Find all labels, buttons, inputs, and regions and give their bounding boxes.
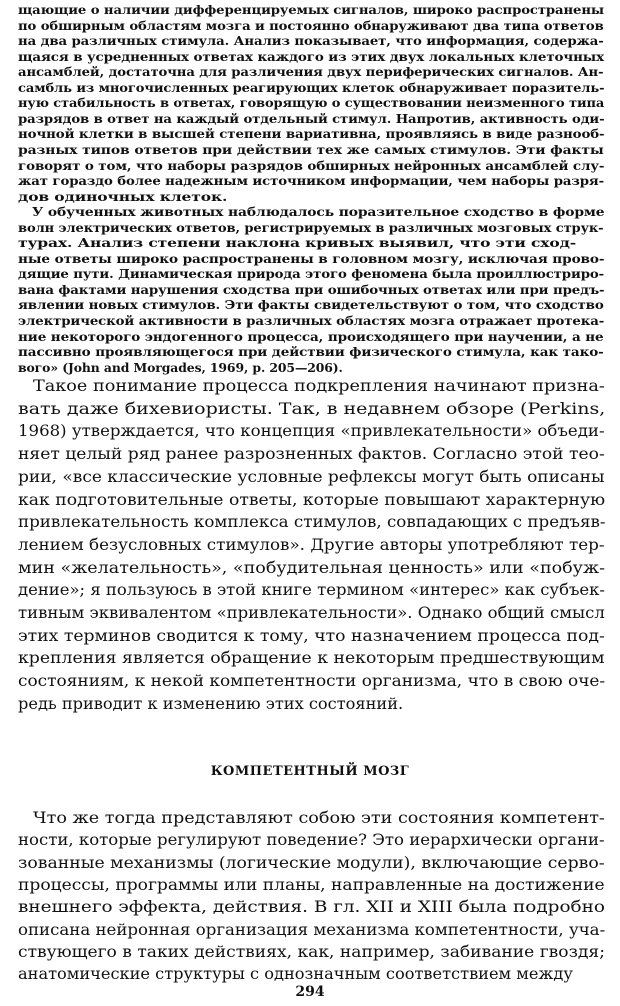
text-line: ансамблей, достаточна для различения двух периферических сигналов. Ан- [18,64,604,80]
text-line: явлении новых стимулов. Эти факты свидетельствуют о том, что сходство [18,297,604,313]
text-line: дящие пути. Динамическая природа этого феномена была проиллюстриро- [18,266,605,282]
text-line: дов одиночных клеток. [18,188,228,204]
text-line: говорят о том, что наборы разрядов обширных нейронных ансамблей слу- [18,157,605,173]
section-heading: КОМПЕТЕНТНЫЙ МОЗГ [210,764,410,779]
text-line: на два различных стимула. Анализ показывает, что информация, содержа- [18,33,604,49]
text-line: лением безусловных стимулов». Другие авторы употребляют тер- [18,534,605,554]
text-line: вана фактами нарушения сходства при ошибочных ответах или при предъ- [18,281,605,297]
text-line: щаяся в усредненных ответах каждого из этих двух локальных клеточных [18,48,605,64]
page-number: 294 [295,984,325,1000]
text-line: электрической активности в различных областях мозга отражает протека- [18,313,605,328]
text-line: ные ответы широко распространены в головном мозгу, исключая прово- [18,250,605,266]
text-line: ние некоторого эндогенного процесса, происходящего при научении, а не [18,328,604,344]
text-line: ную стабильность в ответах, говорящую о существовании неизменного типа [18,95,605,111]
text-line: 1968) утверждается, что концепция «привлекательности» объеди- [18,421,605,441]
text-line: анатомические структуры с однозначным соответствием между [18,964,573,984]
text-line: жат гораздо более надежным источником информации, чем наборы разря- [18,173,605,189]
text-line: тивным эквивалентом «привлекательности». Однако общий смысл [18,603,605,622]
text-line: вать даже бихевиористы. Так, в недавнем обзоре (Perkins, [18,398,606,418]
text-line: крепления является обращение к некоторым предшествующим [18,648,605,668]
text-line: пассивно проявляющегося при действии физического стимула, как тако- [18,344,604,360]
text-line: привлекательность комплекса стимулов, совпадающих с предъяв- [18,512,606,532]
text-line: внешнего эффекта, действия. В гл. XII и XIII была подробно [18,897,605,917]
text-line: мин «желательность», «побудительная ценность» или «побуж- [18,557,605,577]
text-line: описана нейронная организация механизма компетентности, уча- [18,919,606,939]
text-line: зованные механизмы (логические модули), включающие серво- [18,852,605,872]
text-line: Такое понимание процесса подкрепления начинают призна- [33,376,605,395]
text-line: няет целый ряд ранее разрозненных фактов. Согласно этой тео- [18,444,605,464]
text-line: этих терминов сводится к тому, что назначением процесса под- [18,625,605,645]
text-line: рии, «все классические условные рефлексы могут быть описаны [18,466,605,486]
text-line: самбль из многочисленных реагирующих клеток обнаруживает поразитель- [18,79,605,95]
text-line: как подготовительные ответы, которые повышают характерную [18,489,606,509]
text-line: турах. Анализ степени наклона кривых выявил, что эти сход- [18,235,577,251]
text-line: процессы, программы или планы, направленные на достижение [18,874,605,894]
text-line: щающие о наличии дифференцируемых сигналов, широко распространены [18,2,605,17]
text-line: вого» (John and Morgades, 1969, p. 205—206). [18,359,343,375]
text-line: редь приводит к изменению этих состояний. [18,693,404,713]
text-line: по обширным областям мозга и постоянно обнаруживают два типа ответов [18,17,604,33]
text-line: ствующего в таких действиях, как, например, забивание гвоздя; [18,941,605,961]
text-line: Что же тогда представляют собою эти состояния компетент- [33,808,605,827]
text-line: разрядов в ответ на каждый отдельный стимул. Напротив, активность оди- [18,110,605,126]
text-line: состояниям, к некой компетентности организма, что в свою оче- [18,671,606,691]
text-line: ночной клетки в высшей степени вариативна, проявляясь в виде разнооб- [18,126,605,142]
text-line: ности, которые регулируют поведение? Это иерархически органи- [18,830,605,850]
text-line: У обученных животных наблюдалось поразительное сходство в форме [32,204,605,220]
text-line: разных типов ответов при действии тех же самых стимулов. Эти факты [18,141,604,157]
text-line: волн электрических ответов, регистрируемых в различных мозговых струк- [18,219,604,235]
text-line: дение»; я пользуюсь в этой книге термином «интерес» как субъек- [18,580,605,600]
